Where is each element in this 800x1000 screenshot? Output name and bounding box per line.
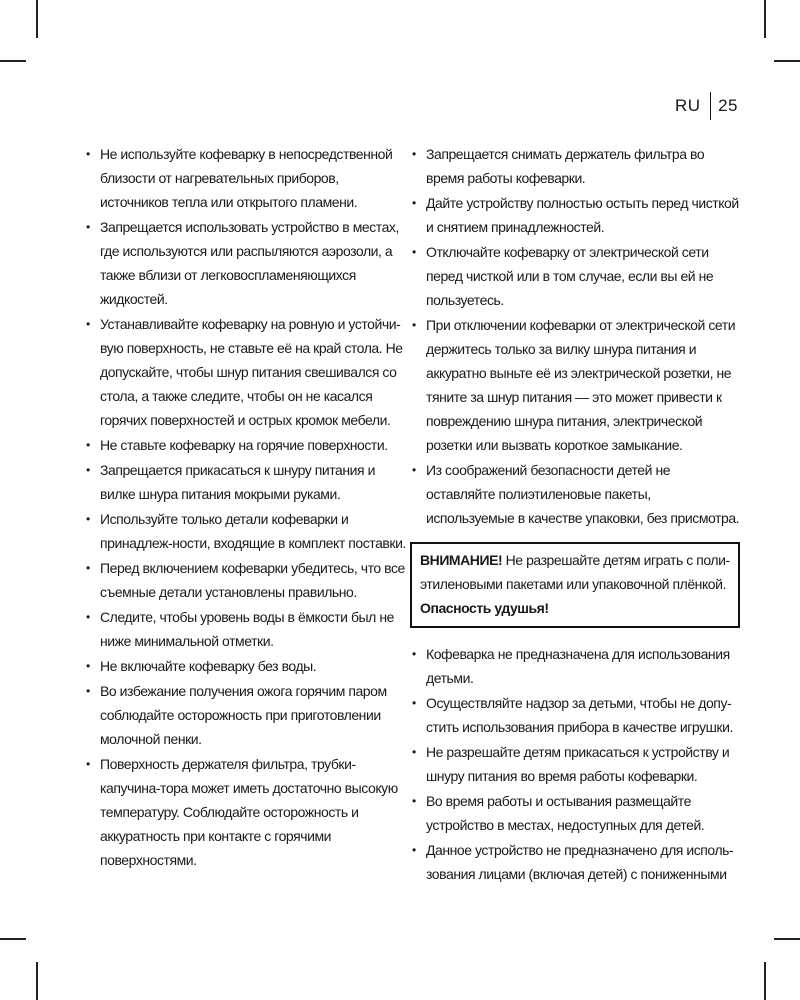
list-item: • Запрещается использовать устройство в местах, где используются или распыляются аэрозоли, а также вблизи от легковоспламеняющихся жидкостей. xyxy=(84,215,406,311)
list-item: • При отключении кофеварки от электрической сети держитесь только за вилку шнура питания и аккуратно выньте её из электрической розетки, не тяните за шнур питания — это может привести к повреждению шнура питания, электрической розетки или вызвать короткое замыкание. xyxy=(410,313,740,457)
list-item: • Поверхность держателя фильтра, трубки-капучина-тора может иметь достаточно высокую температуру. Соблюдайте осторожность и аккуратность при контакте с горячими поверхностями. xyxy=(84,752,406,872)
right-column xyxy=(410,142,740,887)
crop-mark xyxy=(774,60,800,62)
page-number: 25 xyxy=(718,96,738,115)
warning-text: Не разрешайте детям играть с поли-этиленовыми пакетами или упаковочной плёнкой. xyxy=(420,552,730,592)
list-item: • Устанавливайте кофеварку на ровную и устойчи-вую поверхность, не ставьте её на край стола. Не допускайте, чтобы шнур питания свешивался со стола, а также следите, чтобы он не касался горячих поверхностей и острых кромок мебели. xyxy=(84,312,406,432)
danger-label: Опасность удушья! xyxy=(420,600,549,616)
crop-mark xyxy=(774,938,800,940)
crop-mark xyxy=(0,60,26,62)
list-item: • Не разрешайте детям прикасаться к устройству и шнуру питания во время работы кофеварки. xyxy=(410,740,740,788)
list-item: • Не ставьте кофеварку на горячие поверхности. xyxy=(84,433,406,457)
safety-list-right-bottom xyxy=(410,642,740,886)
language-code: RU xyxy=(675,96,701,115)
crop-mark xyxy=(36,0,38,38)
list-item: • Из соображений безопасности детей не оставляйте полиэтиленовые пакеты, используемые в качестве упаковки, без присмотра. xyxy=(410,458,740,530)
safety-list-left xyxy=(84,142,406,872)
list-item: • Во избежание получения ожога горячим паром соблюдайте осторожность при приготовлении молочной пенки. xyxy=(84,679,406,751)
warning-label: ВНИМАНИЕ! xyxy=(420,552,503,568)
crop-mark xyxy=(764,0,766,38)
crop-mark xyxy=(764,962,766,1000)
list-item: • Дайте устройству полностью остыть перед чисткой и снятием принадлежностей. xyxy=(410,191,740,239)
warning-box xyxy=(410,542,740,628)
list-item: • Запрещается снимать держатель фильтра во время работы кофеварки. xyxy=(410,142,740,190)
list-item: • Следите, чтобы уровень воды в ёмкости был не ниже минимальной отметки. xyxy=(84,605,406,653)
list-item: • Отключайте кофеварку от электрической сети перед чисткой или в том случае, если вы ей не пользуетесь. xyxy=(410,240,740,312)
list-item: • Данное устройство не предназначено для исполь-зования лицами (включая детей) с пониженными xyxy=(410,838,740,886)
safety-list-right-top xyxy=(410,142,740,530)
list-item: • Во время работы и остывания размещайте устройство в местах, недоступных для детей. xyxy=(410,789,740,837)
crop-mark xyxy=(36,962,38,1000)
list-item: • Используйте только детали кофеварки и принадлеж-ности, входящие в комплект поставки. xyxy=(84,507,406,555)
list-item: • Запрещается прикасаться к шнуру питания и вилке шнура питания мокрыми руками. xyxy=(84,458,406,506)
list-item: • Не используйте кофеварку в непосредственной близости от нагревательных приборов, источников тепла или открытого пламени. xyxy=(84,142,406,214)
list-item: • Осуществляйте надзор за детьми, чтобы не допу-стить использования прибора в качестве игрушки. xyxy=(410,691,740,739)
left-column xyxy=(84,142,406,873)
list-item: • Не включайте кофеварку без воды. xyxy=(84,654,406,678)
list-item: • Перед включением кофеварки убедитесь, что все съемные детали установлены правильно. xyxy=(84,556,406,604)
page-header xyxy=(675,92,738,120)
list-item: • Кофеварка не предназначена для использования детьми. xyxy=(410,642,740,690)
crop-mark xyxy=(0,938,26,940)
